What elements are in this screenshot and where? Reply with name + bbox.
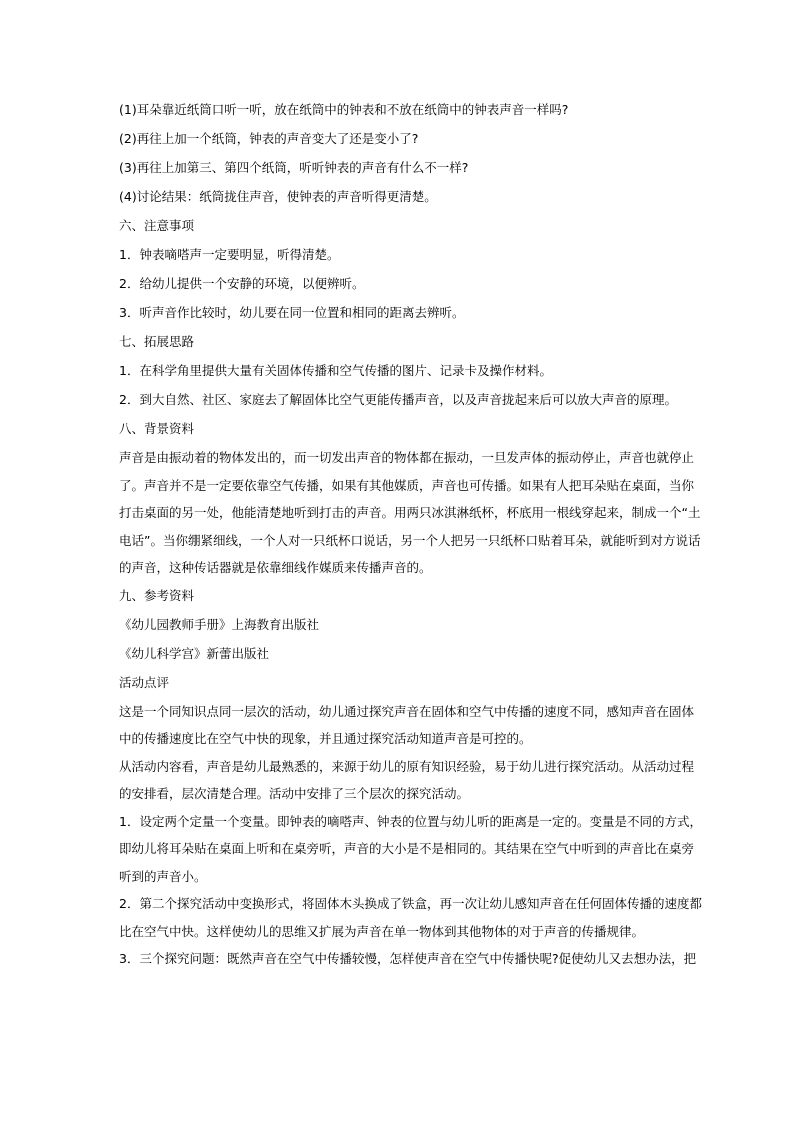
review-point-3 (119, 945, 697, 973)
section-6-item-3: 3．听声音作比较时，幼儿要在同一位置和相同的距离去辨听。 (119, 305, 465, 320)
review-p1-line-1: 这是一个同知识点同一层次的活动，幼儿通过探究声音在固体和空气中传播的速度不同，感知声音在固体 (119, 703, 695, 719)
review-p2-line-1: 从活动内容看，声音是幼儿最熟悉的，来源于幼儿的原有知识经验，易于幼儿进行探究活动。从活动过程 (119, 758, 695, 774)
background-line-5: 的声音，这种传话器就是依靠细线作媒质来传播声音的。 (119, 560, 432, 575)
review-point1-line-3: 听到的声音小。 (119, 868, 207, 884)
review-point1-line-1: 1．设定两个定量一个变量。即钟表的嘀嗒声、钟表的位置与幼儿听的距离是一定的。变量是不同的方式， (119, 813, 702, 829)
background-line-4: 电话”。当你绷紧细线，一个人对一只纸杯口说话，另一个人把另一只纸杯口贴着耳朵，就能听到对方说话 (119, 532, 701, 548)
review-point-1 (119, 808, 702, 891)
section-9-heading: 九、参考资料 (119, 587, 195, 603)
section-6-heading: 六、注意事项 (119, 218, 195, 233)
section-7-item-2: 2．到大自然、社区、家庭去了解固体比空气更能传播声音，以及声音拢起来后可以放大声音的原理。 (119, 392, 677, 407)
reference-1: 《幼儿园教师手册》上海教育出版社 (119, 616, 320, 632)
reference-2: 《幼儿科学宫》新蕾出版社 (119, 645, 270, 661)
review-point-2 (119, 890, 702, 945)
review-paragraph-1 (119, 698, 695, 753)
review-point3-line-1: 3．三个探究问题：既然声音在空气中传播较慢，怎样使声音在空气中传播快呢?促使幼儿又去想办法，把 (119, 951, 697, 966)
review-paragraph-2 (119, 753, 695, 808)
section-7-heading: 七、拓展思路 (119, 334, 195, 349)
review-point1-line-2: 即幼儿将耳朵贴在桌面上听和在桌旁听，声音的大小是不是相同的。其结果在空气中听到的声音比在桌旁 (119, 841, 695, 856)
step-2: (2)再往上加一个纸筒，钟表的声音变大了还是变小了? (119, 131, 419, 146)
background-line-1: 声音是由振动着的物体发出的，而一切发出声音的物体都在振动，一旦发声体的振动停止，声音也就停止 (119, 450, 695, 465)
review-p2-line-2: 的安排看，层次清楚合理。活动中安排了三个层次的探究活动。 (119, 786, 470, 801)
step-4: (4)讨论结果：纸筒拢住声音，使钟表的声音听得更清楚。 (119, 189, 437, 204)
section-6-item-1: 1．钟表嘀嗒声一定要明显，听得清楚。 (119, 247, 340, 262)
review-point2-line-2: 比在空气中快。这样使幼儿的思维又扩展为声音在单一物体到其他物体的对于声音的传播规律。 (119, 923, 645, 939)
section-8-heading: 八、背景资料 (119, 421, 195, 436)
background-line-2: 了。声音并不是一定要依靠空气传播，如果有其他媒质，声音也可传播。如果有人把耳朵贴在桌面，当你 (119, 477, 695, 493)
step-3: (3)再往上加第三、第四个纸筒，听听钟表的声音有什么不一样? (119, 160, 469, 175)
section-7-item-1: 1．在科学角里提供大量有关固体传播和空气传播的图片、记录卡及操作材料。 (119, 363, 552, 378)
background-line-3: 打击桌面的另一处，他能清楚地听到打击的声音。用两只冰淇淋纸杯，杯底用一根线穿起来，制成一个“土 (119, 505, 701, 520)
review-heading: 活动点评 (119, 674, 170, 690)
step-1: (1)耳朵靠近纸筒口听一听，放在纸筒中的钟表和不放在纸筒中的钟表声音一样吗? (119, 102, 569, 117)
review-p1-line-2: 中的传播速度比在空气中快的现象，并且通过探究活动知道声音是可控的。 (119, 731, 532, 746)
review-point2-line-1: 2．第二个探究活动中变换形式，将固体木头换成了铁盒，再一次让幼儿感知声音在任何固体传播的速度都 (119, 896, 702, 911)
document-body (119, 100, 702, 977)
background-paragraph (119, 444, 701, 582)
section-6-item-2: 2．给幼儿提供一个安静的环境，以便辨听。 (119, 276, 365, 291)
